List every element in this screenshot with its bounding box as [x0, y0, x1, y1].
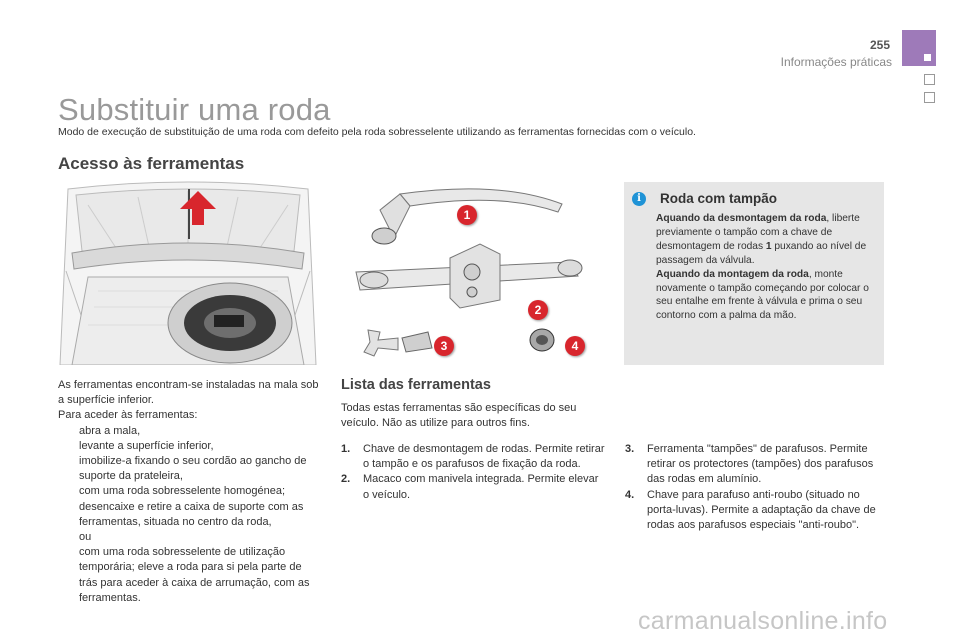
info-p1-rest: , liberte previamente o tampão com a chave de desmontagem de rodas	[656, 213, 860, 252]
or-text: ou	[79, 531, 92, 544]
tool-item-2: 2. Macaco com manivela integrada. Permite elevar o veículo.	[341, 473, 599, 501]
info-box-title: Roda com tampão	[660, 191, 778, 206]
callout-3: 3	[434, 336, 454, 356]
tools-heading: Lista das ferramentas	[341, 377, 491, 393]
info-icon: i	[632, 192, 646, 206]
intro-line: Para aceder às ferramentas:	[58, 409, 198, 422]
info-p1-bold: Aquando da desmontagem da roda	[656, 213, 827, 224]
tool-item-4: 4. Chave para parafuso anti-roubo (situado no porta-luvas). Permite a adaptação da chave de rodas aos parafusos especiais "anti-roubo".	[625, 488, 876, 532]
tool-item-1: 1. Chave de desmontagem de rodas. Permite retirar o tampão e os parafusos de fixação da roda.	[341, 443, 605, 471]
list-item: com uma roda sobresselente homogénea; desencaixe e retire a caixa de suporte com as ferramentas, situada no centro da roda,	[79, 485, 304, 528]
page-number: 255	[869, 38, 890, 52]
info-box-body	[656, 212, 878, 323]
trunk-illustration	[58, 181, 318, 365]
info-p1-num: 1	[765, 240, 772, 252]
page-title: Substituir uma roda	[58, 92, 331, 127]
callout-1: 1	[457, 205, 477, 225]
access-heading: Acesso às ferramentas	[58, 154, 245, 173]
info-p2-bold: Aquando da montagem da roda	[656, 268, 809, 280]
page-subtitle: Modo de execução de substituição de uma roda com defeito pela roda sobresselente utilizando as ferramentas fornecidas com o veículo.	[58, 126, 696, 138]
info-p1-end: puxando ao nível de passagem da válvula.	[656, 240, 867, 266]
list-item: com uma roda sobresselente de utilização temporária; eleve a roda para si pela parte de trás para aceder à caixa de arrumação, com as ferramentas.	[79, 546, 310, 604]
info-p2-rest: , monte novamente o tampão começando por colocar o seu entalhe em frente à válvula e prima o seu contorno com a palma da mão.	[656, 268, 869, 322]
watermark: carmanualsonline.info	[638, 607, 888, 635]
chapter-tab-empty	[924, 74, 935, 85]
section-title: Informações práticas	[780, 55, 892, 69]
access-instructions	[58, 378, 320, 606]
tab-marker-icon	[924, 54, 931, 61]
chapter-tab-empty	[924, 92, 935, 103]
tools-list-col2	[625, 442, 887, 533]
list-item: imobilize-a fixando o seu cordão ao gancho de suporte da prateleira,	[79, 455, 307, 483]
callout-4: 4	[565, 336, 585, 356]
callout-2: 2	[528, 300, 548, 320]
list-item: abra a mala,	[79, 424, 141, 437]
chapter-tab-active	[902, 30, 936, 66]
tools-intro: Todas estas ferramentas são específicas do seu veículo. Não as utilize para outros fins.	[341, 402, 577, 430]
tool-item-3: 3. Ferramenta "tampões" de parafusos. Permite retirar os protectores (tampões) dos parafusos das rodas em alumínio.	[625, 443, 874, 486]
list-item: levante a superfície inferior,	[79, 439, 214, 452]
tools-list-col1	[341, 442, 606, 503]
intro-line: As ferramentas encontram-se instaladas na mala sob a superfície inferior.	[58, 379, 319, 407]
